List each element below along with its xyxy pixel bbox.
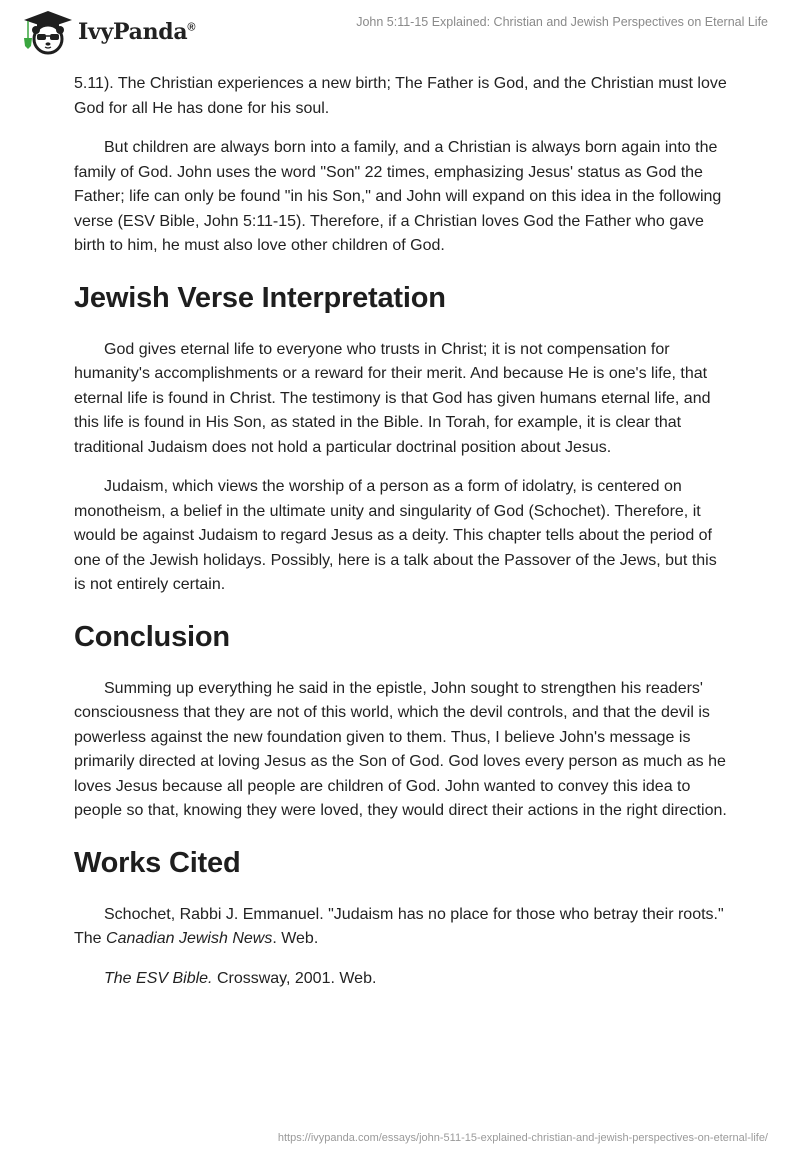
essay-content [74,72,728,1006]
citation-source-title: The ESV Bible. [104,969,213,987]
registered-mark: ® [187,21,196,34]
citation-source-title: Canadian Jewish News [106,930,273,947]
paragraph: 5.11). The Christian experiences a new birth; The Father is God, and the Christian must love God for all He has done for his soul. [74,75,727,117]
paragraph: Summing up everything he said in the epistle, John sought to strengthen his readers' consciousness that they are not of this world, which the devil controls, and that the devil is powerless against the new foundation given to them. Thus, I believe John's message is primarily directed at loving Jesus as the Son of God. God loves every person as much as he loves Jesus because all people are children of God. John wanted to convey this idea to people so that, knowing they were loved, they would direct their actions in the right direction. [74,679,727,819]
section-heading-conclusion: Conclusion [74,620,230,653]
section-heading-jewish-verse-interpretation: Jewish Verse Interpretation [74,281,446,314]
ivypanda-logo[interactable] [18,8,195,56]
citation-text: Schochet, Rabbi J. Emmanuel. "Judaism has no place for those who betray their roots." The [74,905,724,947]
section-heading-works-cited: Works Cited [74,846,241,879]
citation-text: Crossway, 2001. Web. [212,969,377,987]
panda-graduation-cap-icon [18,8,74,56]
document-title: John 5:11-15 Explained: Christian and Jewish Perspectives on Eternal Life [356,15,768,29]
source-url[interactable]: https://ivypanda.com/essays/john-511-15-explained-christian-and-jewish-perspectives-on-eternal-life/ [277,1132,768,1144]
citation-text: . Web. [272,930,319,947]
brand-name: IvyPanda® [78,19,196,45]
page-header [0,0,800,64]
paragraph: God gives eternal life to everyone who trusts in Christ; it is not compensation for humanity's accomplishments or a reward for their merit. And because He is one's life, that eternal life is found in Christ. The testimony is that God has given humans eternal life, and this life is found in His Son, as stated in the Bible. In Torah, for example, it is clear that traditional Judaism does not hold a particular doctrinal position about Jesus. [74,340,711,456]
citation-schochet [74,903,728,952]
paragraph: Judaism, which views the worship of a person as a form of idolatry, is centered on monotheism, a belief in the ultimate unity and singularity of God (Schochet). Therefore, it would be against Judaism to regard Jesus as a deity. This chapter tells about the period of one of the Jewish holidays. Possibly, here is a talk about the Passover of the Jews, but this is not entirely certain. [74,478,717,593]
paragraph: But children are always born into a family, and a Christian is always born again into the family of God. John uses the word "Son" 22 times, emphasizing Jesus' status as God the Father; life can only be found "in his Son," and John will expand on this idea in the following verse (ESV Bible, John 5:11-15). Therefore, if a Christian loves God the Father who gave birth to him, he must also love other children of God. [74,139,722,254]
citation-esv-bible [74,967,728,992]
